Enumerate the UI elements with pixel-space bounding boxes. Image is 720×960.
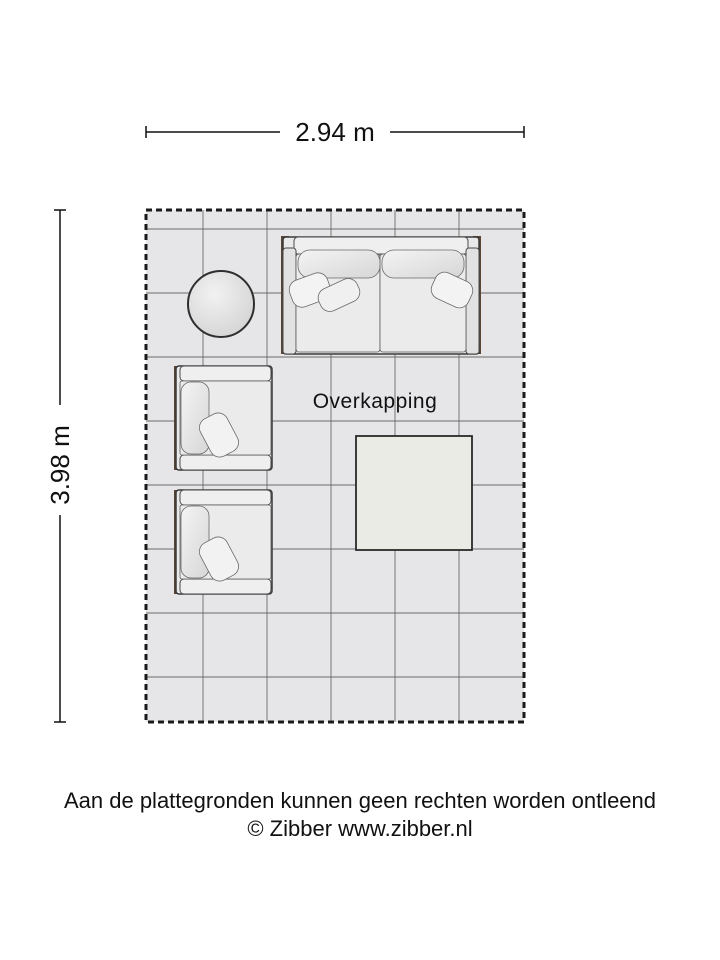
coffee-table	[356, 436, 472, 550]
sofa	[281, 236, 481, 354]
round-side-table	[188, 271, 254, 337]
armchair-top	[174, 366, 272, 470]
room-label: Overkapping	[312, 390, 438, 413]
height-dimension-label: 3.98 m	[45, 425, 75, 505]
width-dimension	[146, 117, 524, 147]
disclaimer-text: Aan de plattegronden kunnen geen rechten worden ontleend	[63, 788, 657, 813]
copyright-text: © Zibber www.zibber.nl	[247, 816, 473, 841]
armchair-bottom	[174, 490, 272, 594]
height-dimension	[45, 210, 75, 722]
width-dimension-label: 2.94 m	[295, 117, 375, 147]
